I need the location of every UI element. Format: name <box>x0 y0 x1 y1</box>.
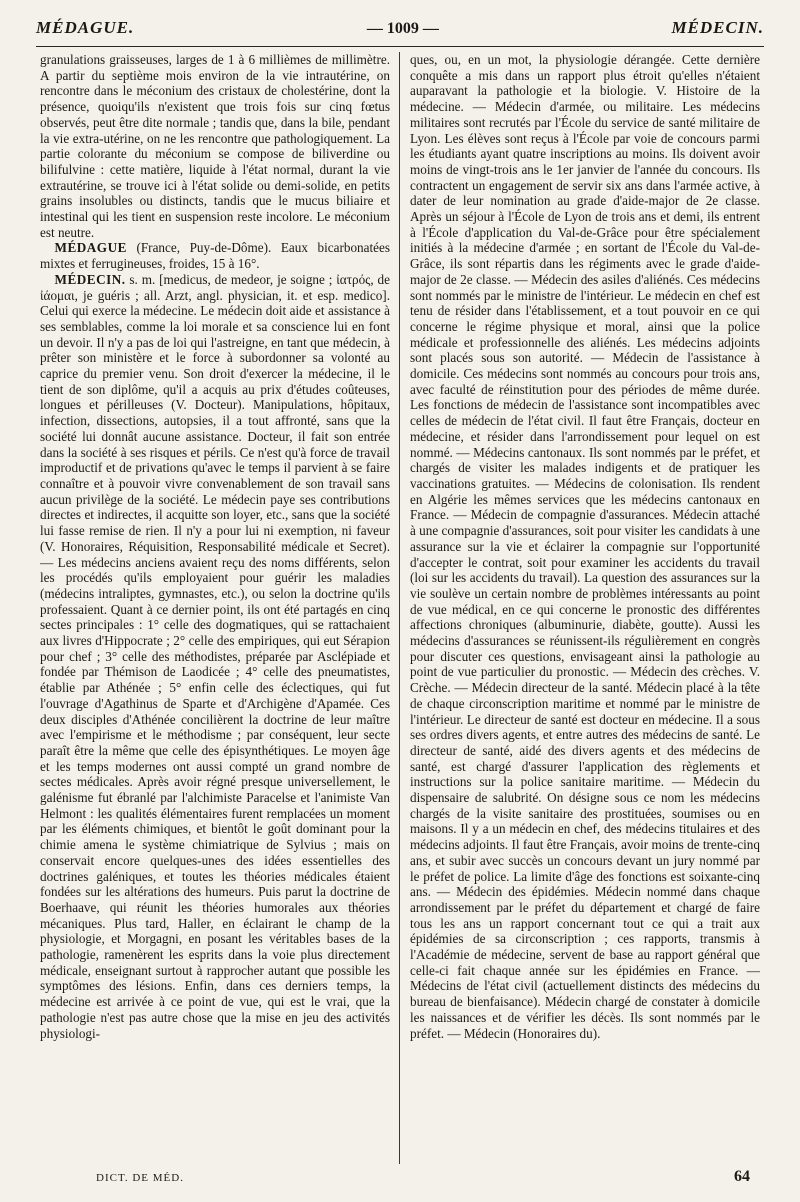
medague-headword: MÉDAGUE <box>54 240 127 256</box>
page-number: — 1009 — <box>366 20 439 37</box>
page-header <box>36 18 764 44</box>
medecin-text: s. m. [medicus, de medeor, je soigne ; ἰατρός, de ἰάομαι, je guéris ; all. Arzt, angl. physician, it. et esp. medico]. Celui qui exerce la médecine. Le médecin doit aide et assistance à ses semblables, comme la loi morale et sa conscience lui en font un devoir. Il n'y a pas de loi qui l'astreigne, en tant que médecin, à prêter son ministère et le force à subordonner sa volonté au caprice du premier venu. Son droit d'exercer la médecine, il le tient de son diplôme, qu'il a acquis au prix d'études coûteuses, longues et périlleuses (V. Docteur). Manipulations, hôpitaux, infection, dissections, autopsies, il a tout affronté, sans que la société lui donnât aucune assistance. Docteur, il fait son entrée dans la société à ses risques et périls. Ce n'est qu'à force de travail improductif et de privations qu'avec le temps il parvient à se faire connaître et à pouvoir vivre convenablement de son travail sans aucun privilège de la société. Le médecin paye ses contributions directes et indirectes, il acquitte son loyer, etc., sans que la société lui fasse remise de rien. Il n'y a pour lui ni exemption, ni faveur (V. Honoraires, Réquisition, Responsabilité médicale et Secret). — Les médecins anciens avaient reçu des noms différents, selon les procédés qu'ils employaient pour guérir les maladies (médecins intraliptes, gymnastes, etc.), ou selon la doctrine qu'ils professaient. Quant à ce dernier point, ils ont été partagés en cinq sectes principales : 1° celle des dogmatiques, qui se rattachaient aux livres d'Hippocrate ; 2° celle des empiriques, qui eut Sérapion pour chef ; 3° celle des méthodistes, préparée par Asclépiade et fondée par Thémison de Laodicée ; 4° celle des pneumatistes, établie par Athénée ; 5° enfin celle des éclectiques, qui fut l'ouvrage d'Agathinus de Sparte et d'Archigène d'Apamée. Ces deux disciples d'Athénée concilièrent la doctrine de leur maître avec l'empirisme et le méthodisme ; par conséquent, leur secte paraît être la même que celle des épisynthétiques. Le moyen âge et les temps modernes ont aussi compté un grand nombre de sectes médicales. Après avoir régné presque universellement, le galénisme fut ébranlé par l'alchimiste Paracelse et l'animiste Van Helmont : les qualités élémentaires furent remplacées un moment par les éléments chimiques, et bientôt le goût dominant pour la chimie amena le système chimiatrique de Sylvius ; mais on conservait encore quelques-unes des idées essentielles des doctrines galéniques, et toutes les théories médicales étaient fondées sur les altérations des humeurs. Puis parut la doctrine de Boerhaave, qui réunit les théories humorales aux théories mécaniques. Plus tard, Haller, en éclairant le champ de la physiologie, et Morgagni, en posant les véritables bases de la pathologie, ramenèrent les esprits dans la voie plus directement médicale, enseignant surtout à rapprocher autant que possible les symptômes des lésions. Enfin, dans ces derniers temps, la médecine est arrivée à ce point de vue, qui est le vrai, que la pathologie n'est pas autre chose que la mise en jeu des activités physiologi- <box>40 271 390 1041</box>
signature-mark: DICT. DE MÉD. <box>96 1172 184 1184</box>
medague-entry <box>40 240 390 271</box>
medecin-continued-paragraph: ques, ou, en un mot, la physiologie dérangée. Cette dernière conquête a mis dans un rapport plus étroit qu'elles n'étaient auparavant la pathologie et la biologie. V. Histoire de la médecine. — Médecin d'armée, ou militaire. Les médecins militaires sont recrutés par l'École du service de santé militaire de Lyon. Les élèves sont reçus à l'École par voie de concours parmi les étudiants ayant quatre inscriptions au moins. Ils doivent avoir moins de vingt-trois ans le 1er janvier de l'année du concours. Ils contractent un engagement de servir six ans dans l'armée active, à dater de leur nomination au grade d'aide-major de 2e classe. Après un séjour à l'École de Lyon de trois ans et demi, ils entrent à l'École d'application du Val-de-Grâce pour être spécialement initiés à la médecine d'armée ; en sortant de l'École du Val-de-Grâce, ils sont répartis dans les régiments avec le grade d'aide-major de 2e classe. — Médecin des asiles d'aliénés. Ces médecins sont nommés par le ministre de l'intérieur. Le médecin en chef est tenu de résider dans l'établissement, et a tout pouvoir en ce qui concerne le régime physique et moral, ainsi que la police médicale et professionnelle des aliénés. Les médecins adjoints sont placés sous son autorité. — Médecin de l'assistance à domicile. Ces médecins sont nommés au concours pour trois ans, avec faculté de réinstitution pour des périodes de même durée. Les fonctions de médecin de l'assistance sont incompatibles avec celles de médecin de l'état civil. Il faut être Français, docteur en médecine, et résider dans l'arrondissement pour lequel on est nommé. — Médecins cantonaux. Ils sont nommés par le préfet, et chargés de visiter les malades indigents et de pratiquer les vaccinations gratuites. — Médecins de colonisation. Ils rendent en Algérie les mêmes services que les médecins cantonaux en France. — Médecin de compagnie d'assurances. Médecin attaché à une compagnie d'assurances, soit pour visiter les candidats à une assurance sur la vie et éclairer la compagnie sur l'opportunité d'accepter le contrat, soit pour examiner les accidents du travail (loi sur les accidents du travail). La question des assurances sur la vie soulève un certain nombre de problèmes intéressants au point de vue médical, en ce qui concerne le pronostic des différentes affections chroniques (albuminurie, diabète, goutte). Aussi les médecins d'assurances se réunissent-ils régulièrement en congrès pour discuter ces questions, envisageant ainsi la pathologie au point de vue particulier du pronostic. — Médecin des crèches. V. Crèche. — Médecin directeur de la santé. Médecin placé à la tête de chaque circonscription maritime et nommé par le ministre de l'intérieur. Le directeur de santé est docteur en médecine. Il a sous ses ordres divers agents, et entre autres des médecins de santé. Le directeur de santé, aidé des divers agents et des médecins de santé, est chargé d'assurer l'application des règlements et instructions sur la police sanitaire maritime. — Médecin du dispensaire de salubrité. On désigne sous ce nom les médecins chargés de la visite sanitaire des prostituées, soumises ou en maisons. Il y a un médecin en chef, des médecins titulaires et des médecins adjoints. Il faut être Français, avoir moins de trente-cinq ans, et subir avec succès un concours devant un jury nommé par le préfet de police. La limite d'âge des fonctions est soixante-cinq ans. — Médecin des épidémies. Médecin nommé dans chaque arrondissement par le préfet du département et chargé de faire tous les ans un rapport concernant tout ce qui a trait aux épidémies de sa circonscription ; ces rapports, transmis à l'Académie de médecine, servent de base au rapport général que celle-ci fait chaque année sur les épidémies en France. — Médecins de l'état civil (actuellement distincts des médecins du bureau de bienfaisance). Médecin chargé de constater à domicile les naissances et de vérifier les décès. Ils sont nommés par le préfet. — Médecin (Honoraires du). <box>410 52 760 1041</box>
running-head-right: MÉDECIN. <box>671 18 764 37</box>
medecin-headword: MÉDECIN. <box>54 271 126 287</box>
column-divider <box>399 52 400 1164</box>
running-head-left: MÉDAGUE. <box>36 18 135 37</box>
medecin-entry <box>40 272 390 1041</box>
meconium-paragraph: granulations graisseuses, larges de 1 à 6 millièmes de millimètre. A partir du septième mois environ de la vie intrautérine, on rencontre dans le méconium des cristaux de cholestérine, dont la présence, quoiqu'ils n'existent que trois fois sur cinq fœtus observés, peut être dite normale ; tandis que, dans la bile, pendant la vie extra-utérine, on ne les rencontre que pathologiquement. La partie colorante du méconium se compose de biliverdine ou bilifulvine : cette matière, liquide à l'état normal, durant la vie extrautérine, se trouve ici à l'état solide ou demi-solide, en petits grains insolubles ou distincts, tandis que le mucus biliaire et intestinal qui les tient en suspension reste incolore. Le méconium est neutre. <box>40 52 390 240</box>
signature-number: 64 <box>734 1168 750 1185</box>
right-column <box>410 52 760 1162</box>
header-rule <box>36 46 764 47</box>
medague-text: (France, Puy-de-Dôme). Eaux bicarbonatées mixtes et ferrugineuses, froides, 15 à 16°. <box>40 240 390 272</box>
left-column <box>40 52 390 1162</box>
page-footer <box>96 1168 764 1190</box>
